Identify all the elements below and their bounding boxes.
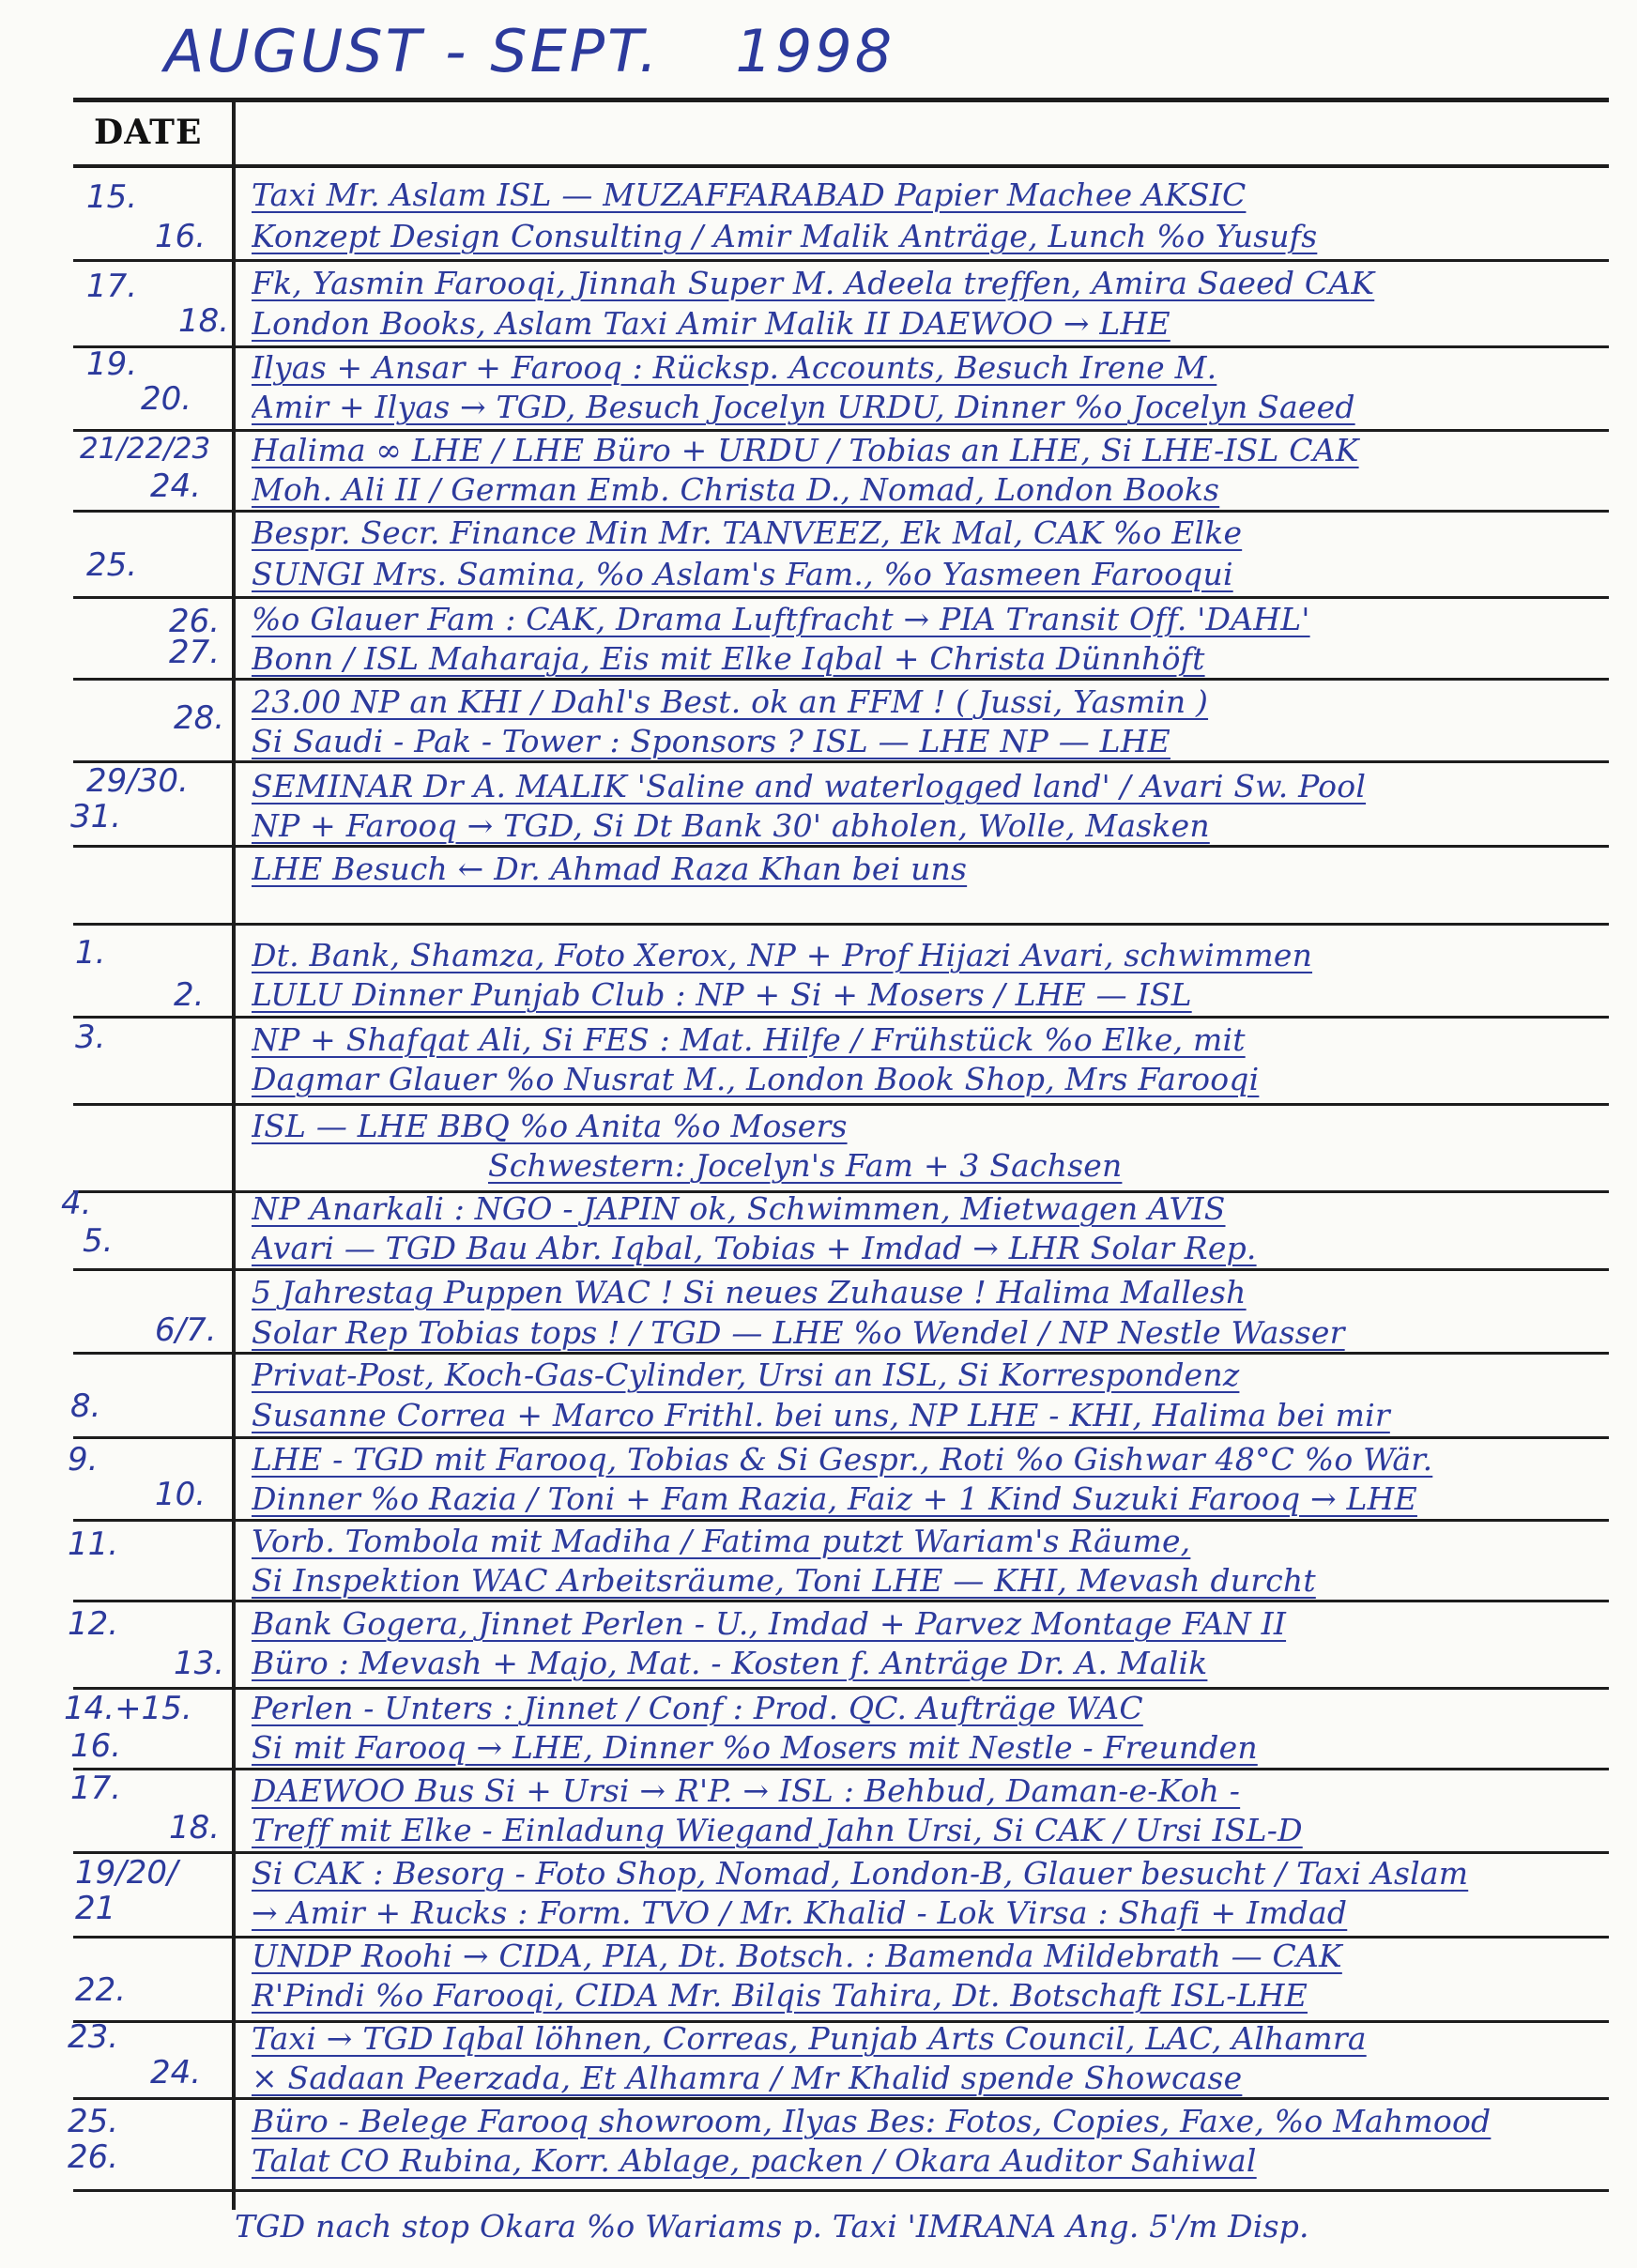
diary-entry: Perlen - Unters : Jinnet / Conf : Prod. QC. Aufträge WAC xyxy=(252,1690,1143,1726)
diary-entry: Moh. Ali II / German Emb. Christa D., Nomad, London Books xyxy=(252,471,1220,508)
diary-entry: Halima ∞ LHE / LHE Büro + URDU / Tobias an LHE, Si LHE-ISL CAK xyxy=(252,432,1359,468)
diary-entry: Bespr. Secr. Finance Min Mr. TANVEEZ, Ek Mal, CAK %o Elke xyxy=(252,514,1243,551)
date-label: 26. xyxy=(68,2138,119,2176)
diary-entry: Si mit Farooq → LHE, Dinner %o Mosers mit Nestle - Freunden xyxy=(252,1729,1258,1766)
diary-entry: LHE - TGD mit Farooq, Tobias & Si Gespr., Roti %o Gishwar 48°C %o Wär. xyxy=(252,1441,1433,1478)
row-rule xyxy=(73,1851,1609,1854)
date-label: 28. xyxy=(174,699,225,737)
diary-entry: Konzept Design Consulting / Amir Malik Anträge, Lunch %o Yusufs xyxy=(252,218,1318,254)
date-label: 29/30. xyxy=(86,762,189,800)
date-label: 24. xyxy=(150,2054,202,2092)
date-label: 20. xyxy=(141,380,192,418)
date-label: 15. xyxy=(86,178,138,216)
date-label: 19/20/ xyxy=(75,1854,178,1892)
diary-entry: Avari — TGD Bau Abr. Iqbal, Tobias + Imdad → LHR Solar Rep. xyxy=(252,1230,1257,1266)
diary-entry: %o Glauer Fam : CAK, Drama Luftfracht → PIA Transit Off. 'DAHL' xyxy=(252,601,1310,637)
date-label: 31. xyxy=(70,798,122,835)
date-label: 18. xyxy=(178,302,230,340)
date-label: 10. xyxy=(155,1476,207,1513)
title-months: AUGUST - SEPT. xyxy=(164,17,661,85)
diary-entry: Schwestern: Jocelyn's Fam + 3 Sachsen xyxy=(488,1147,1123,1184)
diary-entry: Solar Rep Tobias tops ! / TGD — LHE %o Wendel / NP Nestle Wasser xyxy=(252,1314,1345,1351)
row-rule xyxy=(73,345,1609,348)
date-label: 25. xyxy=(86,546,138,584)
row-rule xyxy=(73,1436,1609,1439)
diary-entry: SEMINAR Dr A. MALIK 'Saline and waterlogged land' / Avari Sw. Pool xyxy=(252,768,1367,805)
row-rule xyxy=(73,1600,1609,1602)
diary-entry: DAEWOO Bus Si + Ursi → R'P. → ISL : Behbud, Daman-e-Koh - xyxy=(252,1772,1241,1809)
diary-entry: Taxi → TGD Iqbal löhnen, Correas, Punjab Arts Council, LAC, Alhamra xyxy=(252,2020,1367,2057)
date-column-divider xyxy=(232,98,236,2210)
row-rule xyxy=(73,1103,1609,1106)
date-label: 4. xyxy=(61,1185,92,1222)
diary-entry: Taxi Mr. Aslam ISL — MUZAFFARABAD Papier Machee AKSIC xyxy=(252,176,1247,213)
date-label: 9. xyxy=(68,1441,99,1479)
top-border-rule xyxy=(73,98,1609,102)
diary-entry: Büro : Mevash + Majo, Mat. - Kosten f. Anträge Dr. A. Malik xyxy=(252,1645,1208,1681)
diary-entry: 23.00 NP an KHI / Dahl's Best. ok an FFM ! ( Jussi, Yasmin ) xyxy=(252,683,1209,720)
diary-entry: Dt. Bank, Shamza, Foto Xerox, NP + Prof Hijazi Avari, schwimmen xyxy=(252,937,1313,973)
diary-entry: NP + Farooq → TGD, Si Dt Bank 30' abholen, Wolle, Masken xyxy=(252,807,1210,844)
row-rule xyxy=(73,1016,1609,1019)
date-label: 16. xyxy=(70,1727,122,1765)
date-label: 2. xyxy=(174,976,205,1014)
row-rule xyxy=(73,845,1609,848)
date-label: 17. xyxy=(70,1770,122,1807)
diary-entry: R'Pindi %o Farooqi, CIDA Mr. Bilqis Tahira, Dt. Botschaft ISL-LHE xyxy=(252,1977,1308,2014)
row-rule xyxy=(73,1768,1609,1770)
row-rule xyxy=(73,678,1609,681)
diary-entry: Fk, Yasmin Farooqi, Jinnah Super M. Adeela treffen, Amira Saeed CAK xyxy=(252,265,1375,301)
diary-entry: 5 Jahrestag Puppen WAC ! Si neues Zuhause ! Halima Mallesh xyxy=(252,1274,1247,1310)
date-label: 27. xyxy=(169,634,221,671)
date-label: 11. xyxy=(68,1525,119,1563)
diary-entry: Si CAK : Besorg - Foto Shop, Nomad, London-B, Glauer besucht / Taxi Aslam xyxy=(252,1855,1469,1892)
row-rule xyxy=(73,510,1609,513)
diary-entry: Si Inspektion WAC Arbeitsräume, Toni LHE — KHI, Mevash durcht xyxy=(252,1562,1316,1599)
diary-entry: Vorb. Tombola mit Madiha / Fatima putzt Wariam's Räume, xyxy=(252,1523,1191,1559)
diary-entry: Treff mit Elke - Einladung Wiegand Jahn Ursi, Si CAK / Ursi ISL-D xyxy=(252,1812,1303,1848)
date-label: 16. xyxy=(155,218,207,255)
date-label: 18. xyxy=(169,1809,221,1847)
diary-entry: Talat CO Rubina, Korr. Ablage, packen / Okara Auditor Sahiwal xyxy=(252,2142,1257,2179)
title-year: 1998 xyxy=(735,17,895,85)
date-label: 25. xyxy=(68,2103,119,2140)
date-label: 17. xyxy=(86,268,138,305)
date-label: 12. xyxy=(68,1605,119,1643)
diary-entry: London Books, Aslam Taxi Amir Malik II DAEWOO → LHE xyxy=(252,305,1170,342)
diary-entry: Ilyas + Ansar + Farooq : Rücksp. Accounts, Besuch Irene M. xyxy=(252,349,1217,386)
date-label: 23. xyxy=(68,2018,119,2056)
diary-entry: SUNGI Mrs. Samina, %o Aslam's Fam., %o Yasmeen Farooqui xyxy=(252,556,1233,592)
date-label: 14.+15. xyxy=(64,1690,192,1727)
diary-entry: Dagmar Glauer %o Nusrat M., London Book Shop, Mrs Farooqi xyxy=(252,1061,1260,1097)
date-label: 8. xyxy=(70,1387,101,1425)
row-rule xyxy=(73,596,1609,599)
diary-entry: LHE Besuch ← Dr. Ahmad Raza Khan bei uns xyxy=(252,850,968,887)
date-label: 13. xyxy=(174,1645,225,1682)
row-rule xyxy=(73,2189,1609,2192)
diary-entry: Susanne Correa + Marco Frithl. bei uns, NP LHE - KHI, Halima bei mir xyxy=(252,1397,1390,1433)
date-label: 24. xyxy=(150,467,202,505)
diary-entry: NP Anarkali : NGO - JAPIN ok, Schwimmen, Mietwagen AVIS xyxy=(252,1190,1226,1227)
diary-entry: LULU Dinner Punjab Club : NP + Si + Mosers / LHE — ISL xyxy=(252,976,1192,1013)
diary-entry: Amir + Ilyas → TGD, Besuch Jocelyn URDU, Dinner %o Jocelyn Saeed xyxy=(252,389,1355,425)
date-label: 21/22/23 xyxy=(80,432,211,466)
date-label: 1. xyxy=(75,934,106,972)
page-title xyxy=(164,17,895,85)
footer-note: TGD nach stop Okara %o Wariams p. Taxi 'IMRANA Ang. 5'/m Disp. xyxy=(235,2208,1309,2245)
diary-entry: UNDP Roohi → CIDA, PIA, Dt. Botsch. : Bamenda Mildebrath — CAK xyxy=(252,1938,1342,1974)
diary-entry: Privat-Post, Koch-Gas-Cylinder, Ursi an ISL, Si Korrespondenz xyxy=(252,1356,1240,1393)
header-rule xyxy=(73,164,1609,168)
date-label: 3. xyxy=(75,1019,106,1056)
date-label: 19. xyxy=(86,345,138,383)
date-column-header: DATE xyxy=(94,113,203,152)
row-rule xyxy=(73,1352,1609,1355)
row-rule xyxy=(73,2097,1609,2100)
date-label: 22. xyxy=(75,1971,127,2009)
row-rule xyxy=(73,259,1609,262)
date-label: 6/7. xyxy=(155,1311,217,1349)
diary-entry: NP + Shafqat Ali, Si FES : Mat. Hilfe / Frühstück %o Elke, mit xyxy=(252,1021,1246,1058)
diary-entry: Bonn / ISL Maharaja, Eis mit Elke Iqbal + Christa Dünnhöft xyxy=(252,640,1205,677)
diary-entry: Büro - Belege Farooq showroom, Ilyas Bes: Fotos, Copies, Faxe, %o Mahmood xyxy=(252,2103,1492,2139)
diary-entry: Dinner %o Razia / Toni + Fam Razia, Faiz + 1 Kind Suzuki Farooq → LHE xyxy=(252,1480,1417,1517)
diary-entry: ISL — LHE BBQ %o Anita %o Mosers xyxy=(252,1108,848,1144)
diary-entry: Bank Gogera, Jinnet Perlen - U., Imdad + Parvez Montage FAN II xyxy=(252,1605,1287,1642)
date-label: 26. xyxy=(169,603,221,640)
row-rule xyxy=(73,1519,1609,1522)
diary-entry: × Sadaan Peerzada, Et Alhamra / Mr Khalid spende Showcase xyxy=(252,2060,1243,2096)
diary-entry: Si Saudi - Pak - Tower : Sponsors ? ISL — LHE NP — LHE xyxy=(252,723,1170,759)
date-label: 21 xyxy=(75,1890,116,1927)
row-rule xyxy=(73,1268,1609,1271)
row-rule xyxy=(73,760,1609,763)
row-rule xyxy=(73,923,1609,926)
diary-entry: → Amir + Rucks : Form. TVO / Mr. Khalid - Lok Virsa : Shafi + Imdad xyxy=(252,1894,1348,1931)
date-label: 5. xyxy=(83,1222,114,1260)
